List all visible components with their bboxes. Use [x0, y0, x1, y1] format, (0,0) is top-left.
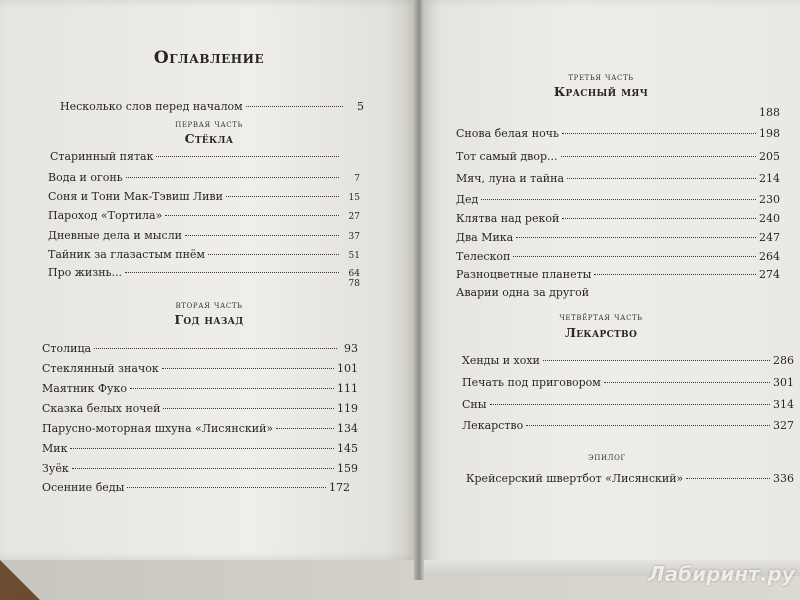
toc-entry-page: 264 — [759, 250, 780, 263]
leader-dots — [185, 235, 339, 236]
toc-entry-title: Дневные дела и мысли — [48, 229, 183, 242]
toc-intro — [60, 100, 364, 116]
toc-entry-page: 336 — [773, 472, 794, 485]
leader-dots — [567, 178, 756, 179]
toc-entry-page: 78 — [348, 279, 360, 289]
toc-entry — [462, 354, 794, 370]
toc-entry-title: Вода и огонь — [48, 171, 123, 184]
toc-entry — [48, 229, 360, 245]
toc-title: Оглавление — [153, 48, 265, 68]
leader-dots — [526, 425, 770, 426]
toc-entry-page: 145 — [337, 442, 358, 455]
toc-entry-page: 188 — [759, 106, 780, 119]
toc-entry — [456, 106, 780, 122]
toc-entry-page: 327 — [773, 419, 794, 432]
part-2-label: вторая часть — [175, 300, 243, 311]
leader-dots — [276, 428, 334, 429]
toc-entry-title: Крейсерский швертбот «Лисянский» — [466, 472, 684, 485]
toc-entry-page: 111 — [337, 382, 358, 395]
leader-dots — [513, 256, 756, 257]
toc-entry-title: Про жизнь... — [48, 266, 123, 279]
toc-entry — [42, 382, 358, 398]
toc-entry — [456, 286, 780, 302]
part-2-title: Год назад — [174, 312, 244, 327]
toc-entry — [42, 402, 358, 418]
leader-dots — [126, 177, 339, 178]
leader-dots — [481, 199, 756, 200]
toc-entry-title: Лекарство — [462, 419, 524, 432]
toc-entry — [48, 209, 360, 225]
toc-entry-page: 5 — [357, 100, 364, 113]
leader-dots — [94, 348, 337, 349]
toc-entry — [462, 376, 794, 392]
leader-dots — [246, 106, 343, 107]
toc-entry — [42, 422, 358, 438]
part-1-title: Стёкла — [184, 131, 234, 146]
toc-entry — [42, 462, 358, 478]
leader-dots — [156, 156, 339, 157]
toc-entry-page: 93 — [344, 342, 358, 355]
toc-entry-title: Дед — [456, 193, 479, 206]
part-4-title: Лекарство — [564, 325, 638, 340]
toc-entry-page: 205 — [759, 150, 780, 163]
toc-entry-title: Тайник за глазастым пнём — [48, 248, 205, 261]
toc-entry-title: Сны — [462, 398, 487, 411]
toc-entry — [48, 279, 360, 295]
toc-entry — [456, 172, 780, 188]
toc-entry-title: Соня и Тони Мак-Тэвиш Ливи — [48, 190, 223, 203]
part-3-title: Красный мяч — [553, 84, 649, 99]
toc-entry-page: 274 — [759, 268, 780, 281]
toc-entry-title: Мик — [42, 442, 68, 455]
toc-entry — [42, 342, 358, 358]
toc-entry-title: Маятник Фуко — [42, 382, 127, 395]
leader-dots — [686, 478, 770, 479]
toc-entry-page: 64 — [348, 269, 360, 279]
part-3-label: третья часть — [568, 72, 634, 83]
toc-entry-page: 119 — [337, 402, 358, 415]
leader-dots — [562, 218, 756, 219]
toc-entry-title: Несколько слов перед началом — [60, 100, 243, 113]
leader-dots — [543, 360, 770, 361]
leader-dots — [490, 404, 770, 405]
leader-dots — [604, 382, 770, 383]
toc-entry — [42, 362, 358, 378]
leader-dots — [594, 274, 756, 275]
toc-entry — [456, 127, 780, 143]
toc-entry — [50, 150, 360, 166]
toc-entry-page: 37 — [348, 232, 360, 242]
toc-entry-title: Стеклянный значок — [42, 362, 159, 375]
toc-entry-page: 301 — [773, 376, 794, 389]
epilogue-label: эпилог — [588, 452, 626, 463]
leader-dots — [562, 133, 756, 134]
toc-entry — [42, 481, 350, 497]
toc-entry — [456, 150, 780, 166]
toc-entry-title: Столица — [42, 342, 92, 355]
toc-entry — [42, 442, 358, 458]
leader-dots — [208, 254, 339, 255]
toc-entry-title: Хенды и хохи — [462, 354, 540, 367]
toc-entry — [462, 419, 794, 435]
toc-entry — [456, 250, 780, 266]
toc-entry-title: Два Мика — [456, 231, 514, 244]
toc-entry-title: Зуёк — [42, 462, 69, 475]
toc-entry-page: 198 — [759, 127, 780, 140]
toc-entry-title: Сказка белых ночей — [42, 402, 161, 415]
toc-epilogue — [466, 472, 794, 488]
toc-entry-title: Аварии одна за другой — [456, 286, 590, 299]
toc-entry — [48, 171, 360, 187]
toc-entry — [48, 190, 360, 206]
leader-dots — [162, 368, 334, 369]
leader-dots — [165, 215, 339, 216]
part-1-label: первая часть — [175, 119, 243, 130]
leader-dots — [163, 408, 334, 409]
toc-entry-page: 314 — [773, 398, 794, 411]
toc-entry-page: 27 — [348, 212, 360, 222]
toc-entry-title: Телескоп — [456, 250, 511, 263]
leader-dots — [127, 487, 326, 488]
toc-entry-page: 101 — [337, 362, 358, 375]
leader-dots — [70, 448, 334, 449]
toc-entry-page: 214 — [759, 172, 780, 185]
toc-entry-title: Клятва над рекой — [456, 212, 560, 225]
toc-entry — [456, 268, 780, 284]
toc-entry-page: 15 — [348, 193, 360, 203]
watermark-logo: Лабиринт.ру — [648, 562, 795, 586]
toc-entry-title: Печать под приговором — [462, 376, 601, 389]
toc-entry-page: 7 — [354, 174, 360, 184]
toc-entry-title: Мяч, луна и тайна — [456, 172, 565, 185]
toc-entry-title: Парусно-моторная шхуна «Лисянский» — [42, 422, 274, 435]
toc-entry-page: 159 — [337, 462, 358, 475]
toc-entry-title: Разноцветные планеты — [456, 268, 592, 281]
leader-dots — [130, 388, 334, 389]
toc-entry-title: Тот самый двор... — [456, 150, 558, 163]
toc-entry-title: Осенние беды — [42, 481, 125, 494]
toc-entry-title: Пароход «Тортила» — [48, 209, 163, 222]
toc-entry — [456, 231, 780, 247]
toc-entry-page: 230 — [759, 193, 780, 206]
toc-entry-title: Снова белая ночь — [456, 127, 559, 140]
leader-dots — [561, 156, 756, 157]
toc-entry — [456, 212, 780, 228]
toc-entry-page: 240 — [759, 212, 780, 225]
toc-entry — [48, 248, 360, 264]
toc-entry-page: 172 — [329, 481, 350, 494]
leader-dots — [516, 237, 756, 238]
leader-dots — [226, 196, 339, 197]
leader-dots — [125, 272, 339, 273]
toc-entry-page: 134 — [337, 422, 358, 435]
toc-entry — [456, 193, 780, 209]
toc-entry — [462, 398, 794, 414]
toc-entry-page: 286 — [773, 354, 794, 367]
toc-entry-title: Старинный пятак — [50, 150, 154, 163]
leader-dots — [72, 468, 334, 469]
toc-entry-page: 51 — [348, 251, 360, 261]
part-4-label: четвёртая часть — [559, 312, 643, 323]
toc-entry-page: 247 — [759, 231, 780, 244]
